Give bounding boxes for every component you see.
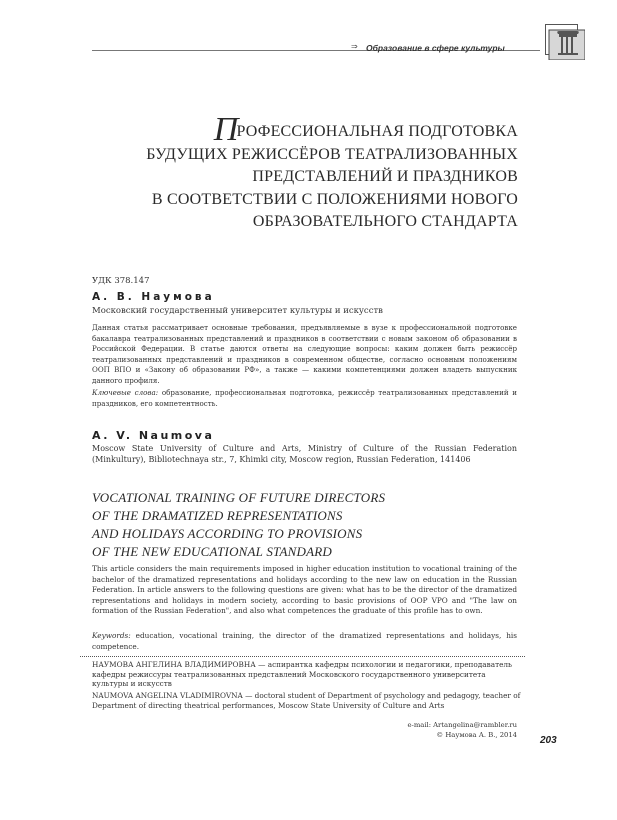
footnote-divider xyxy=(80,656,525,657)
title-en-line: OF THE NEW EDUCATIONAL STANDARD xyxy=(92,544,332,559)
title-en-line: AND HOLIDAYS ACCORDING TO PROVISIONS xyxy=(92,526,363,541)
author-name-ru: А. В. Наумова xyxy=(92,291,215,303)
journal-logo-icon xyxy=(545,24,585,60)
page-number: 203 xyxy=(540,735,557,746)
title-line: ПРЕДСТАВЛЕНИЙ И ПРАЗДНИКОВ xyxy=(252,168,518,185)
author-name-en: A. V. Naumova xyxy=(92,429,215,442)
copyright-notice: © Наумова А. В., 2014 xyxy=(436,731,517,739)
title-en-line: OF THE DRAMATIZED REPRESENTATIONS xyxy=(92,508,343,523)
title-line: БУДУЩИХ РЕЖИССЁРОВ ТЕАТРАЛИЗОВАННЫХ xyxy=(146,145,518,163)
author-footnote-ru: НАУМОВА АНГЕЛИНА ВЛАДИМИРОВНА — аспирантка кафедры психологии и педагогики, преподаватель кафедры режиссуры театрализованных представлений Московского государственного университета культуры и искусств xyxy=(92,660,513,688)
title-line: ОБРАЗОВАТЕЛЬНОГО СТАНДАРТА xyxy=(252,213,518,230)
author-footnote-en: NAUMOVA ANGELINA VLADIMIROVNA — doctoral student of Department of psychology and pedagogy, teacher of Department of directing theatrical performances, Moscow State University of Culture and Arts xyxy=(92,691,521,710)
affiliation-en: Moscow State University of Culture and Arts, Ministry of Culture of the Russian Federation (Minkultury), Bibliotechnaya str., 7, Khimki city, Moscow region, Russian Federation, 141406 xyxy=(92,444,517,464)
keywords-text-ru: образование, профессиональная подготовка, режиссёр театрализованных представлений и праздников, его компетентность. xyxy=(92,388,517,408)
keywords-label-ru: Ключевые слова: xyxy=(92,388,159,397)
abstract-en: This article considers the main requirements imposed in higher education institution to vocational training of the bachelor of the dramatized representations and holidays according to the new law on education in the Russian Federation. In article answers to the following questions are given: what has to be the director of the dramatized representations and holidays in modern society, according to basic provisions of OOP VPO and "The law on formation of the Russian Federation", and also what competences the graduate of this profile has to own. xyxy=(92,564,517,615)
affiliation-ru: Московский государственный университет культуры и искусств xyxy=(92,306,383,316)
title-line: В СООТВЕТСТВИИ С ПОЛОЖЕНИЯМИ НОВОГО xyxy=(151,190,518,208)
keywords-en xyxy=(92,631,517,652)
title-en-line: VOCATIONAL TRAINING OF FUTURE DIRECTORS xyxy=(92,490,386,505)
keywords-text-en: education, vocational training, the director of the dramatized representations and holidays, his competence. xyxy=(92,631,517,651)
title-dropcap: П xyxy=(213,111,239,148)
author-email: e-mail: Artangelina@rambler.ru xyxy=(407,721,517,729)
title-line: РОФЕССИОНАЛЬНАЯ ПОДГОТОВКА xyxy=(236,123,518,140)
abstract-ru: Данная статья рассматривает основные требования, предъявляемые в вузе к профессиональной подготовке бакалавра театрализованных представлений и праздников в соответствии с новым законом об образовании в Российской Федерации. В статье даются ответы на следующие вопросы: каким должен быть режиссёр театрализованных представлений и праздников в современном обществе, согласно основным положениям ООП ВПО и «Закону об образовании РФ», а также — какими компетенциями должен владеть выпускник данного профиля. xyxy=(92,323,517,385)
running-header-section: Образование в сфере культуры xyxy=(366,43,505,53)
article-title-ru xyxy=(110,111,518,234)
keywords-ru xyxy=(92,388,517,409)
udk-code: УДК 378.147 xyxy=(92,276,150,286)
header-arrow-icon: ⇒ xyxy=(351,42,358,51)
keywords-label-en: Keywords: xyxy=(92,631,131,640)
article-title-en xyxy=(92,489,522,561)
